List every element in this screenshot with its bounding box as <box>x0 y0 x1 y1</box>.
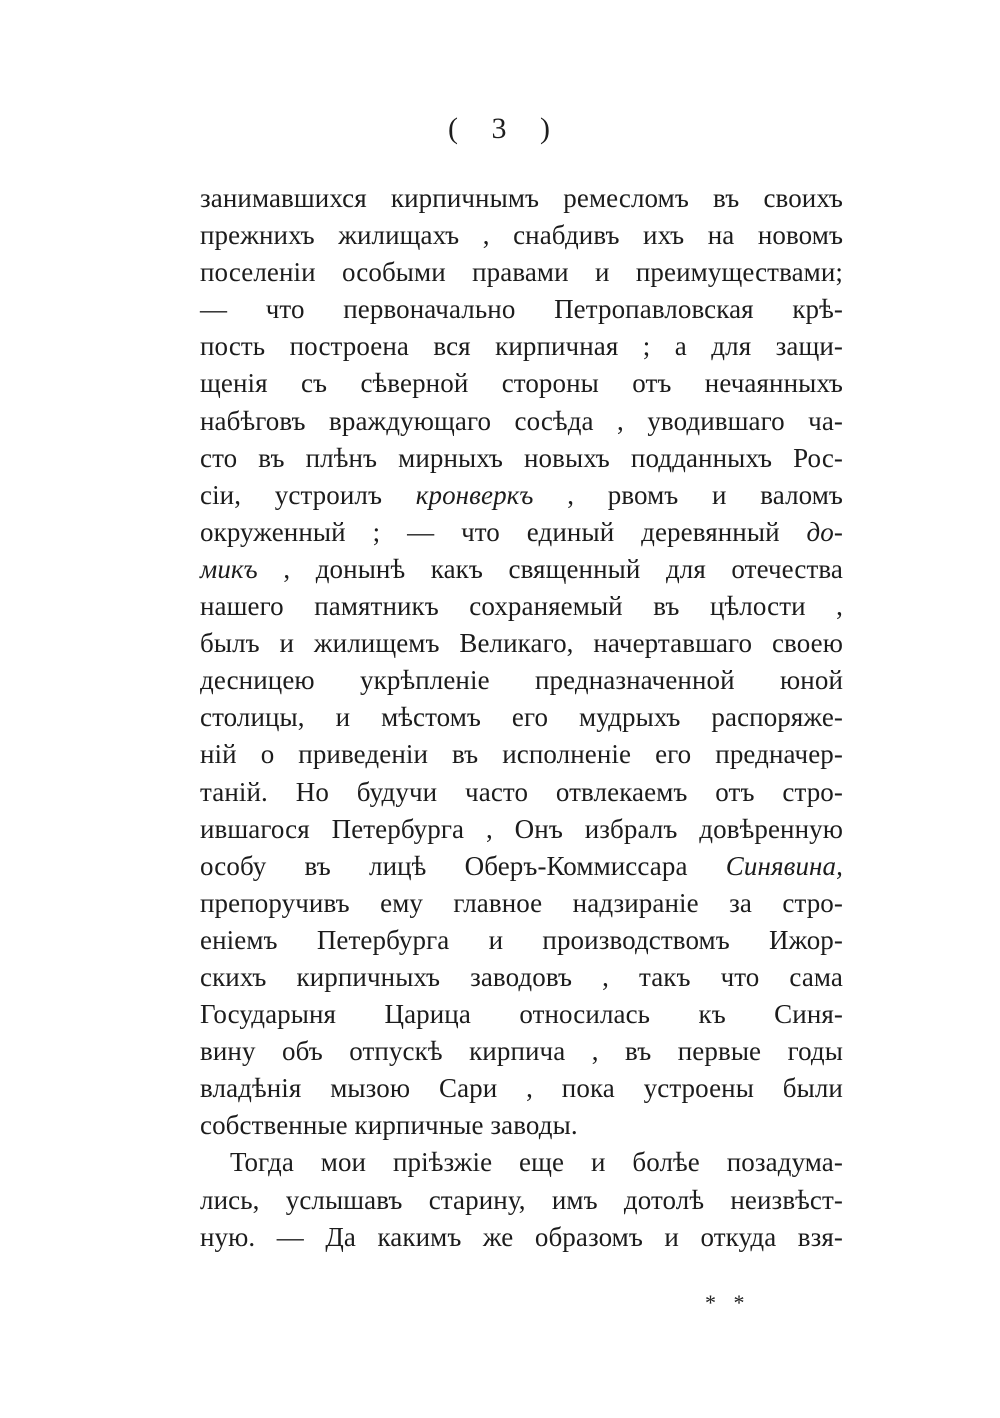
text-line <box>200 885 843 922</box>
text-line <box>200 1219 843 1256</box>
text-segment: Тогда мои прiѣзжiе еще и болѣе позадума- <box>230 1147 843 1178</box>
text-segment: нiй о приведенiи въ исполненiе его предначер- <box>200 739 843 770</box>
text-line <box>200 328 843 365</box>
signature-mark: * * <box>705 1290 751 1315</box>
text-segment: лись, услышавъ старину, имъ дотолѣ неизвѣст- <box>200 1184 843 1215</box>
text-segment: ившагося Петербурга , Онъ избралъ довѣренную <box>200 813 843 844</box>
text-segment: пость построена вся кирпичная ; а для защи- <box>200 331 843 362</box>
text-segment: поселенiи особыми правами и преимуществами; <box>200 257 843 288</box>
text-line <box>200 551 843 588</box>
text-line <box>200 1070 843 1107</box>
text-segment: владѣнiя мызою Сари , пока устроены были <box>200 1073 843 1104</box>
text-segment: щенiя съ сѣверной стороны отъ нечаянныхъ <box>200 368 843 399</box>
text-line <box>200 588 843 625</box>
text-segment: — что первоначально Петропавловская крѣ- <box>200 294 843 325</box>
text-line <box>200 403 843 440</box>
text-segment: окруженный ; — что единый деревянный <box>200 516 807 547</box>
text-line <box>200 699 843 736</box>
text-segment: прежнихъ жилищахъ , снабдивъ ихъ на новомъ <box>200 220 843 251</box>
italic-text: Синявина, <box>725 850 843 881</box>
text-line <box>200 996 843 1033</box>
text-segment: ную. — Да какимъ же образомъ и откуда взя- <box>200 1221 843 1252</box>
text-line <box>200 291 843 328</box>
text-segment: Государыня Царица относилась къ Синя- <box>200 999 843 1030</box>
text-segment: столицы, и мѣстомъ его мудрыхъ распоряже- <box>200 702 843 733</box>
text-line <box>200 1033 843 1070</box>
italic-text: микъ <box>200 553 258 584</box>
page-number-value: 3 <box>491 112 509 145</box>
text-line <box>200 477 843 514</box>
text-line <box>200 180 843 217</box>
text-segment: , донынѣ какъ священный для отечества <box>257 553 843 584</box>
text-line <box>200 662 843 699</box>
text-segment: сто въ плѣнъ мирныхъ новыхъ подданныхъ Рос- <box>200 442 843 473</box>
page-number-open-paren: ( <box>448 112 460 145</box>
italic-text: до- <box>806 516 843 547</box>
text-segment: препоручивъ ему главное надзиранiе за стро- <box>200 887 843 918</box>
text-line <box>200 922 843 959</box>
text-line <box>200 1144 843 1181</box>
text-segment: скихъ кирпичныхъ заводовъ , такъ что сама <box>200 961 843 992</box>
text-line <box>200 254 843 291</box>
text-segment: танiй. Но будучи часто отвлекаемъ отъ стро- <box>200 776 843 807</box>
body-text <box>200 180 843 1256</box>
text-line <box>200 959 843 996</box>
text-line <box>200 774 843 811</box>
text-line <box>200 736 843 773</box>
text-line <box>200 514 843 551</box>
text-segment: занимавшихся кирпичнымъ ремесломъ въ своихъ <box>200 183 843 213</box>
page-number-close-paren: ) <box>540 112 552 145</box>
text-line <box>200 440 843 477</box>
page-number <box>0 112 1000 146</box>
text-segment: енiемъ Петербурга и производствомъ Ижор- <box>200 924 843 955</box>
paragraph <box>200 180 843 1144</box>
text-segment: десницею укрѣпленiе предназначенной юной <box>200 665 843 696</box>
text-line <box>200 811 843 848</box>
text-segment: особу въ лицѣ Оберъ-Коммиссара <box>200 850 726 881</box>
paragraph <box>200 1144 843 1255</box>
text-line <box>200 217 843 254</box>
text-segment: сiи, устроилъ <box>200 479 416 510</box>
text-line <box>200 365 843 402</box>
italic-text: кронверкъ <box>415 479 534 510</box>
text-line <box>200 848 843 885</box>
text-segment: былъ и жилищемъ Великаго, начертавшаго своею <box>200 628 843 659</box>
text-segment: набѣговъ враждующаго сосѣда , уводившаго ча- <box>200 405 843 436</box>
text-segment: собственные кирпичные заводы. <box>200 1110 578 1141</box>
text-line <box>200 625 843 662</box>
text-segment: , рвомъ и валомъ <box>533 479 843 510</box>
text-line <box>200 1182 843 1219</box>
text-segment: нашего памятникъ сохраняемый въ цѣлости , <box>200 591 843 622</box>
text-segment: вину объ отпускѣ кирпича , въ первые годы <box>200 1036 843 1067</box>
text-line <box>200 1107 843 1144</box>
